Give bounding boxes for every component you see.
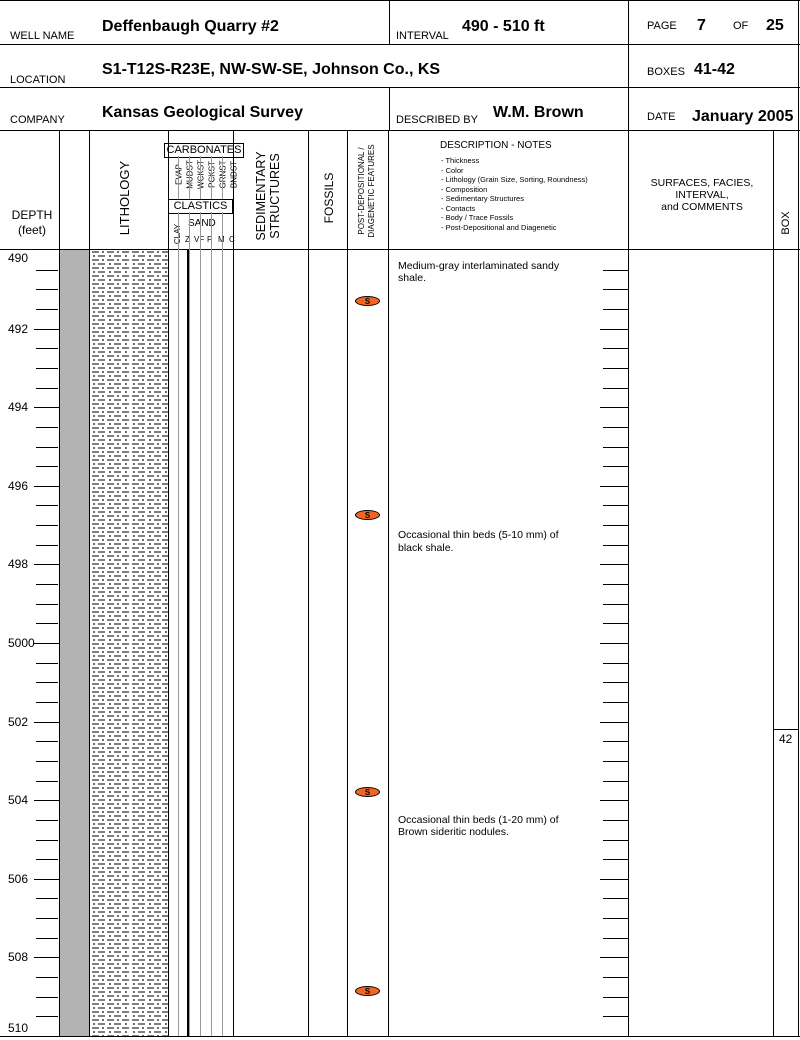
- depth-major-tick: [34, 879, 59, 880]
- description-note-item: - Color: [441, 165, 464, 175]
- carbonate-type-label: WCKST: [196, 160, 206, 189]
- description-depth-tick: [600, 722, 628, 723]
- header-divider-3: [0, 130, 800, 131]
- depth-major-tick: [34, 800, 59, 801]
- sed-structures-line-1: SEDIMENTARY: [254, 151, 268, 241]
- page-label: PAGE: [647, 20, 677, 32]
- surfaces-line-2: INTERVAL,: [675, 189, 729, 201]
- company-value: Kansas Geological Survey: [102, 104, 303, 121]
- description-notes: [441, 156, 588, 232]
- box-number: 42: [779, 732, 793, 747]
- description-depth-tick: [603, 820, 628, 821]
- depth-major-tick: [34, 722, 59, 723]
- depth-minor-tick: [36, 427, 58, 428]
- depth-minor-tick: [36, 623, 58, 624]
- depth-minor-tick: [36, 525, 58, 526]
- grid-size-f: [200, 212, 201, 1036]
- description-depth-tick: [603, 289, 628, 290]
- description-depth-tick: [603, 545, 628, 546]
- grid-carb-2: [189, 156, 190, 199]
- description-depth-tick: [603, 741, 628, 742]
- description-depth-tick: [603, 388, 628, 389]
- description-depth-tick: [600, 329, 628, 330]
- of-label: OF: [733, 20, 749, 32]
- border-bottom: [0, 1036, 800, 1037]
- siderite-nodule-icon: S: [355, 787, 380, 797]
- header-vline-b: [389, 87, 390, 130]
- depth-minor-tick: [36, 388, 58, 389]
- grain-size-label: Z: [185, 235, 190, 244]
- depth-minor-tick: [36, 741, 58, 742]
- grain-size-profile: [187, 250, 189, 1036]
- box-header: BOX: [780, 211, 792, 235]
- well-name-label: WELL NAME: [10, 30, 75, 42]
- description-note-item: - Sedimentary Structures: [441, 194, 524, 203]
- description-depth-tick: [603, 898, 628, 899]
- col-line-surfaces: [773, 130, 774, 1036]
- border-right: [798, 0, 799, 1036]
- depth-label: 504: [8, 793, 29, 808]
- header-divider-1: [0, 44, 800, 45]
- description-entry: [398, 529, 598, 554]
- description-depth-tick: [603, 466, 628, 467]
- description-depth-tick: [603, 525, 628, 526]
- description-depth-tick: [600, 486, 628, 487]
- location-label: LOCATION: [10, 74, 66, 86]
- depth-minor-tick: [36, 682, 58, 683]
- carbonate-type-label: MUDST: [185, 160, 195, 189]
- grid-size-z: [178, 212, 179, 1036]
- depth-major-tick: [34, 643, 59, 644]
- page-number: 7: [697, 17, 706, 34]
- col-line-fossils: [347, 130, 348, 1036]
- description-depth-tick: [600, 407, 628, 408]
- col-line-grain: [233, 130, 234, 1036]
- grain-size-label: VF: [194, 235, 205, 244]
- lithology-pattern: [90, 250, 168, 1036]
- sand-header: SAND: [188, 218, 216, 229]
- grid-size-vf: [189, 212, 190, 1036]
- siderite-nodule-icon: S: [355, 986, 380, 996]
- described-by-label: DESCRIBED BY: [396, 114, 478, 126]
- description-depth-tick: [603, 368, 628, 369]
- described-by-value: W.M. Brown: [493, 104, 584, 121]
- depth-minor-tick: [36, 368, 58, 369]
- description-depth-tick: [603, 348, 628, 349]
- date-value: January 2005: [692, 108, 794, 125]
- description-depth-tick: [603, 427, 628, 428]
- description-entry: [398, 814, 598, 839]
- date-label: DATE: [647, 111, 676, 123]
- depth-minor-tick: [36, 447, 58, 448]
- description-depth-tick: [603, 840, 628, 841]
- sed-structures-line-2: STRUCTURES: [268, 153, 282, 239]
- description-line: Brown sideritic nodules.: [398, 826, 509, 839]
- description-depth-tick: [603, 918, 628, 919]
- siderite-nodule-icon: S: [355, 296, 380, 306]
- description-depth-tick: [603, 682, 628, 683]
- depth-minor-tick: [36, 505, 58, 506]
- boxes-value: 41-42: [694, 61, 735, 78]
- depth-major-tick: [34, 329, 59, 330]
- grid-size-c: [222, 212, 223, 1036]
- depth-minor-tick: [36, 348, 58, 349]
- col-line-desc: [628, 130, 629, 1036]
- depth-minor-tick: [36, 840, 58, 841]
- depth-minor-tick: [36, 938, 58, 939]
- grain-size-label: F: [207, 235, 212, 244]
- post-dep-line-2: DIAGENETIC FEATURES: [367, 144, 376, 238]
- description-depth-tick: [603, 663, 628, 664]
- depth-minor-tick: [36, 309, 58, 310]
- surfaces-line-3: and COMMENTS: [661, 201, 743, 213]
- description-depth-tick: [603, 859, 628, 860]
- description-depth-tick: [603, 623, 628, 624]
- depth-minor-tick: [36, 859, 58, 860]
- box-boundary-line: [774, 729, 798, 730]
- location-value: S1-T12S-R23E, NW-SW-SE, Johnson Co., KS: [102, 61, 441, 78]
- depth-minor-tick: [36, 289, 58, 290]
- surfaces-header: [630, 177, 774, 213]
- depth-label: 492: [8, 321, 29, 336]
- depth-minor-tick: [36, 898, 58, 899]
- depth-minor-tick: [36, 820, 58, 821]
- description-depth-tick: [603, 1016, 628, 1017]
- carbonate-type-label: PCKST: [207, 161, 217, 188]
- post-depositional-header: [357, 141, 379, 241]
- description-depth-tick: [603, 702, 628, 703]
- page-total: 25: [766, 17, 784, 34]
- depth-major-tick: [34, 486, 59, 487]
- interval-value: 490 - 510 ft: [462, 18, 545, 35]
- carbonates-header: CARBONATES: [164, 143, 244, 158]
- depth-label: 498: [8, 557, 29, 572]
- interval-label: INTERVAL: [396, 30, 449, 42]
- description-depth-tick: [603, 977, 628, 978]
- border-top: [0, 0, 800, 1]
- depth-label: 508: [8, 950, 29, 965]
- depth-major-tick: [34, 957, 59, 958]
- description-entry: [398, 260, 598, 285]
- carbonate-type-label: GRNST: [218, 160, 228, 189]
- description-depth-tick: [603, 761, 628, 762]
- depth-minor-tick: [36, 781, 58, 782]
- description-depth-tick: [603, 781, 628, 782]
- depth-minor-tick: [36, 997, 58, 998]
- depth-label: 494: [8, 400, 29, 415]
- depth-major-tick: [34, 564, 59, 565]
- col-line-litho: [168, 130, 169, 1036]
- grid-carb-5: [222, 156, 223, 199]
- post-dep-line-1: POST-DEPOSITIONAL /: [357, 147, 366, 235]
- grid-carb-4: [211, 156, 212, 199]
- carbonate-type-label: EVAP: [174, 164, 184, 185]
- description-note-item: - Thickness: [441, 156, 480, 165]
- depth-minor-tick: [36, 761, 58, 762]
- description-depth-tick: [600, 879, 628, 880]
- description-depth-tick: [603, 584, 628, 585]
- depth-minor-tick: [36, 1016, 58, 1017]
- col-line-sed: [308, 130, 309, 1036]
- col-line-postdep: [388, 130, 389, 1036]
- depth-label: 506: [8, 871, 29, 886]
- depth-label: 490: [8, 251, 29, 265]
- depth-minor-tick: [36, 663, 58, 664]
- siderite-nodule-icon: S: [355, 510, 380, 520]
- depth-label: 5000: [8, 636, 35, 650]
- lithology-header: LITHOLOGY: [117, 160, 132, 236]
- sedimentary-structures-header: [254, 146, 286, 246]
- depth-minor-tick: [36, 270, 58, 271]
- depth-minor-tick: [36, 977, 58, 978]
- grid-carb-3: [200, 156, 201, 199]
- depth-label: 510: [8, 1021, 29, 1035]
- description-line: Occasional thin beds (1-20 mm) of: [398, 813, 559, 826]
- description-depth-tick: [603, 604, 628, 605]
- header-divider-2: [0, 87, 800, 88]
- description-header: DESCRIPTION - NOTES: [440, 140, 552, 151]
- depth-minor-tick: [36, 702, 58, 703]
- description-depth-tick: [600, 564, 628, 565]
- description-line: Occasional thin beds (5-10 mm) of: [398, 529, 559, 542]
- description-depth-tick: [603, 505, 628, 506]
- description-note-item: - Post-Depositional and Diagenetic: [441, 222, 557, 232]
- description-depth-tick: [603, 447, 628, 448]
- description-line: Medium-gray interlaminated sandy: [398, 259, 560, 272]
- description-depth-tick: [603, 270, 628, 271]
- description-depth-tick: [603, 938, 628, 939]
- depth-header: [6, 208, 58, 238]
- description-depth-tick: [600, 643, 628, 644]
- description-note-item: - Body / Trace Fossils: [441, 213, 514, 222]
- depth-header-unit: (feet): [17, 223, 46, 237]
- depth-minor-tick: [36, 466, 58, 467]
- description-note-item: - Composition: [441, 184, 488, 194]
- boxes-label: BOXES: [647, 66, 685, 78]
- clay-header: CLAY: [173, 223, 182, 245]
- description-note-item: - Contacts: [441, 203, 476, 213]
- depth-minor-tick: [36, 584, 58, 585]
- description-note-item: - Lithology (Grain Size, Sorting, Roundness): [441, 175, 588, 184]
- description-depth-tick: [600, 957, 628, 958]
- grain-size-label: M: [218, 235, 225, 244]
- company-label: COMPANY: [10, 114, 65, 126]
- grid-size-m: [211, 212, 212, 1036]
- depth-label: 496: [8, 478, 29, 493]
- description-line: shale.: [398, 272, 427, 285]
- carbonate-type-label: BNDST: [229, 160, 239, 189]
- grid-carb-1: [178, 156, 179, 199]
- depth-header-title: DEPTH: [11, 208, 53, 222]
- well-name: Deffenbaugh Quarry #2: [102, 18, 279, 35]
- description-depth-tick: [603, 309, 628, 310]
- surfaces-line-1: SURFACES, FACIES,: [650, 177, 754, 189]
- grain-size-label: C: [229, 235, 235, 244]
- fossils-header: FOSSILS: [322, 172, 336, 224]
- clastics-header: CLASTICS: [168, 199, 233, 214]
- description-depth-tick: [603, 997, 628, 998]
- core-recovery-bar: [60, 250, 89, 1036]
- description-depth-tick: [600, 800, 628, 801]
- depth-label: 502: [8, 714, 29, 729]
- depth-minor-tick: [36, 604, 58, 605]
- header-vline-a: [389, 0, 390, 44]
- description-line: black shale.: [398, 541, 454, 554]
- depth-minor-tick: [36, 545, 58, 546]
- depth-major-tick: [34, 407, 59, 408]
- header-vline-c: [628, 0, 629, 130]
- depth-minor-tick: [36, 918, 58, 919]
